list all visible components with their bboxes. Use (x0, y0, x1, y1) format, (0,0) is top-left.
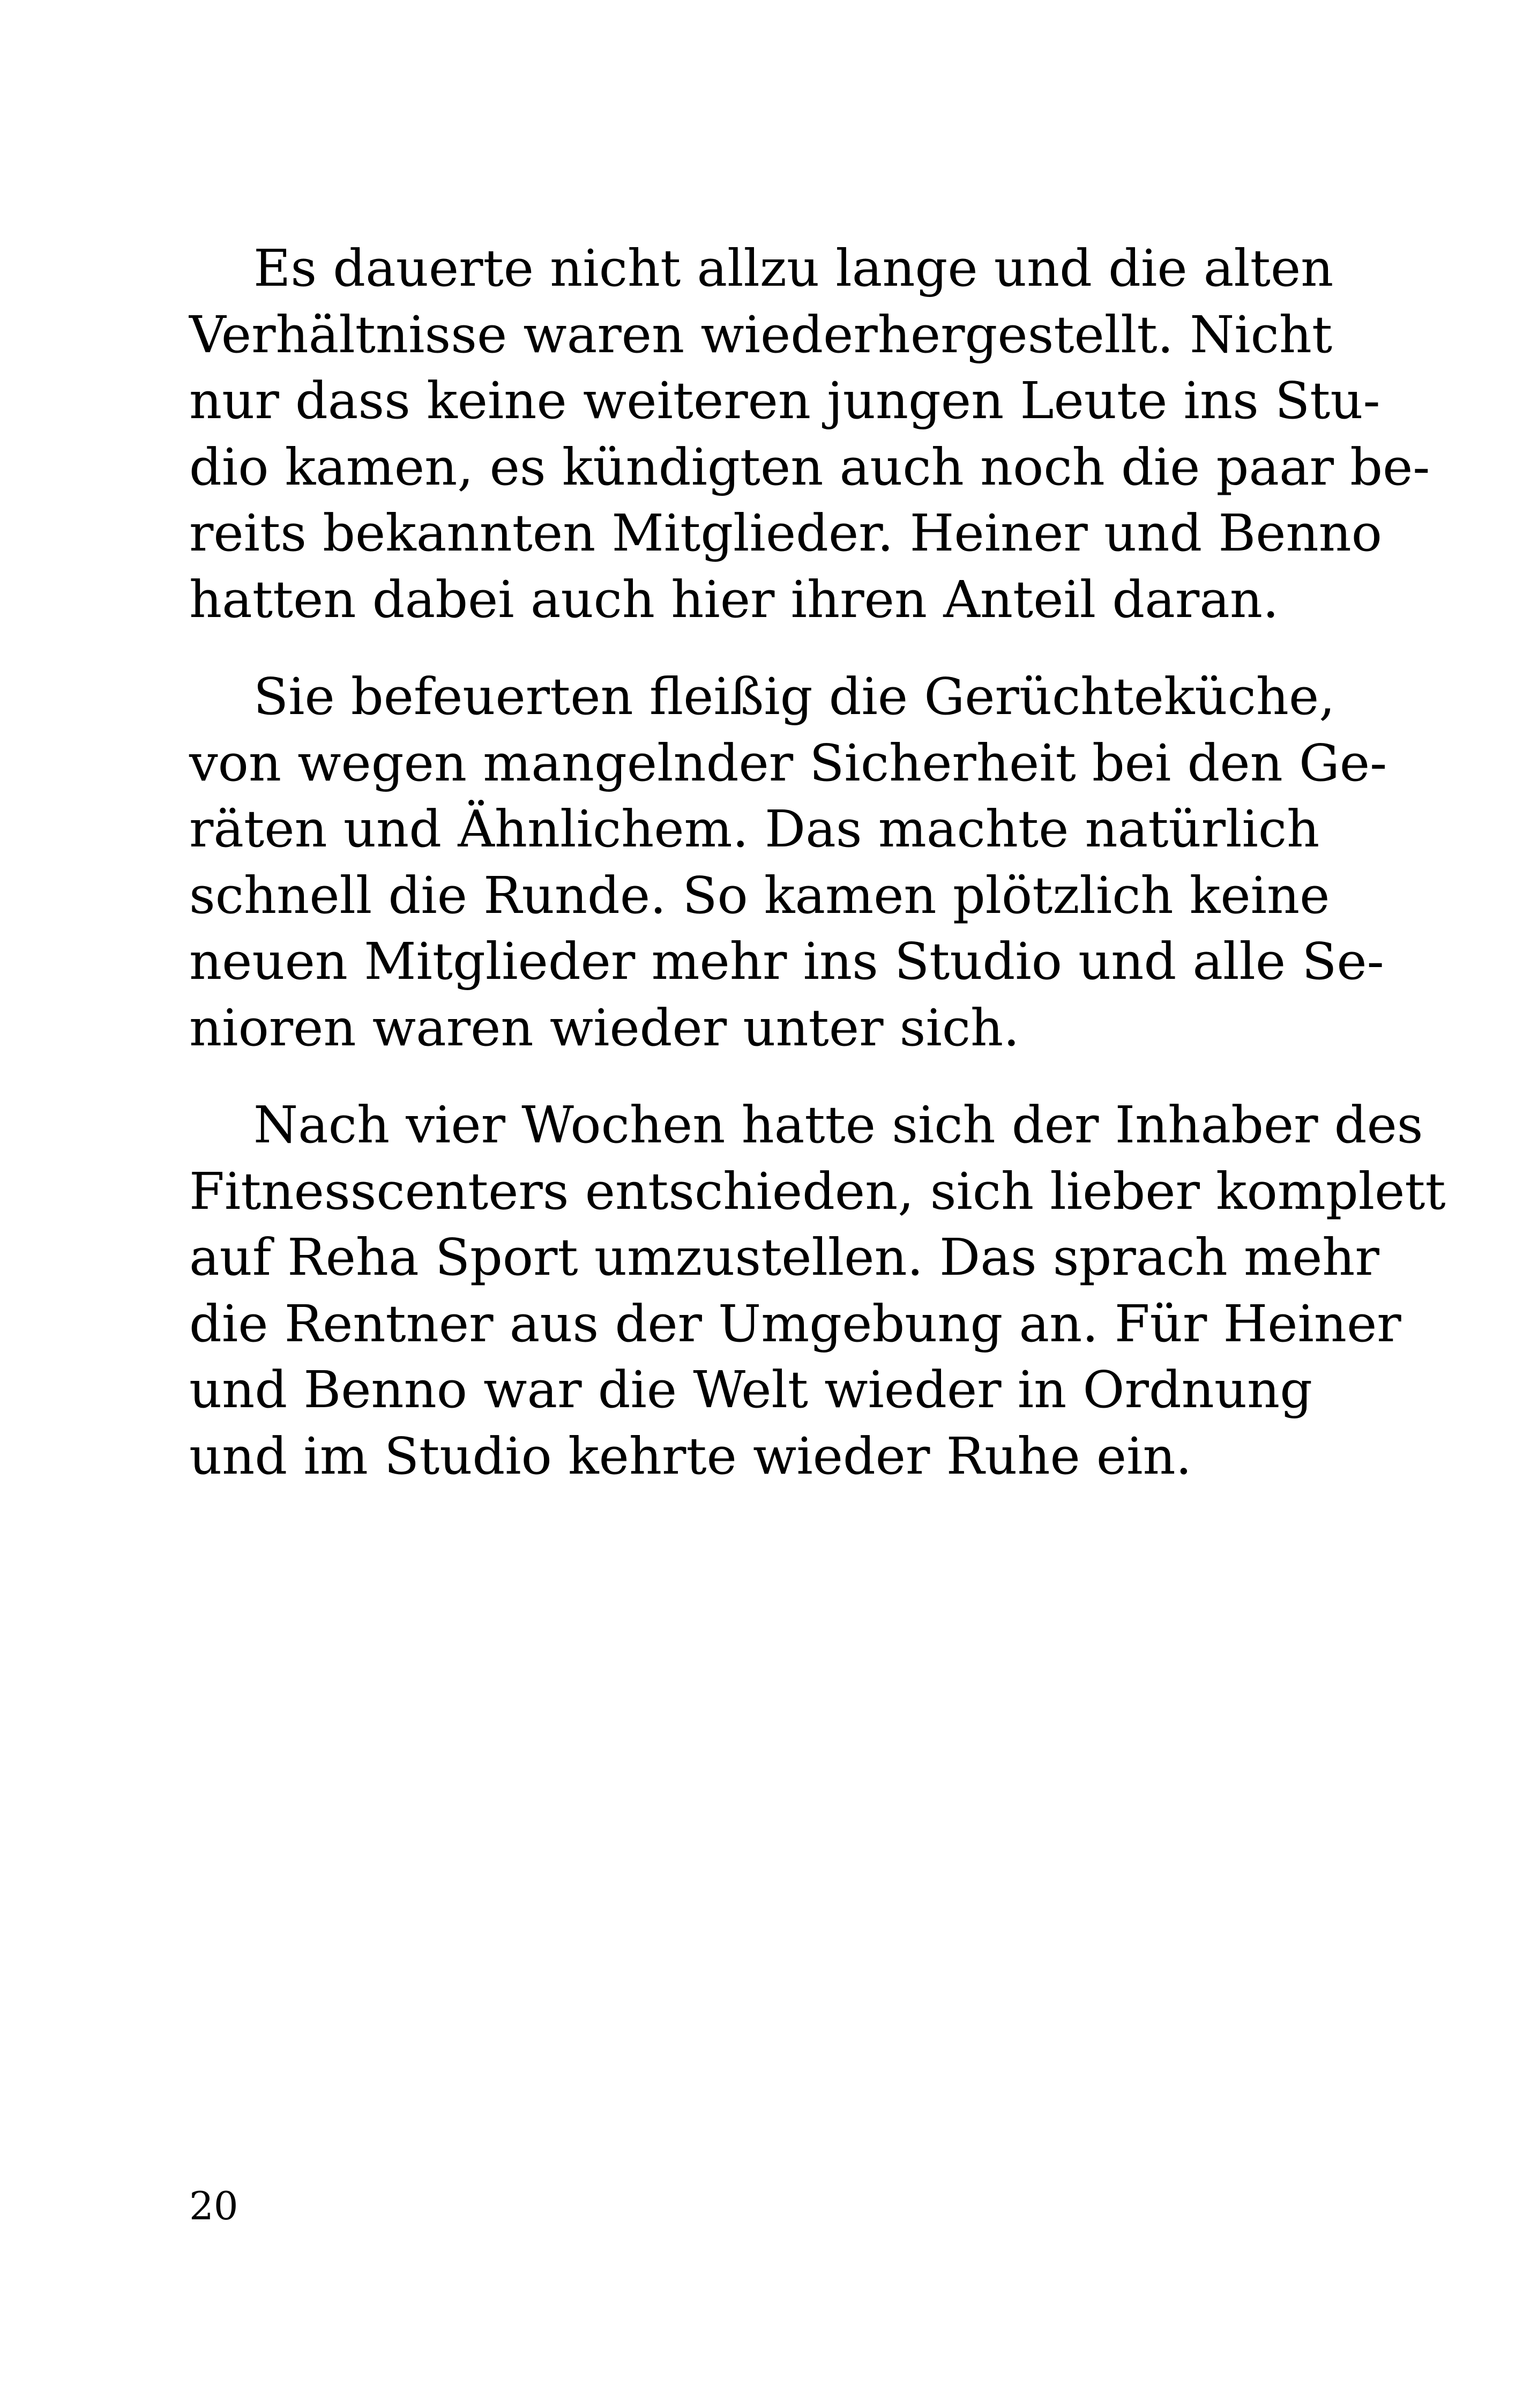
paragraph-2 (189, 664, 1387, 1061)
text-line: neuen Mitglieder mehr ins Studio und alle Se- (189, 932, 1384, 991)
text-line: die Rentner aus der Umgebung an. Für Heiner (189, 1294, 1401, 1354)
text-line: nioren waren wieder unter sich. (189, 998, 1020, 1058)
text-line: Sie befeuerten fleißig die Gerüchteküche, (253, 667, 1335, 726)
text-line: Es dauerte nicht allzu lange und die alten (253, 239, 1334, 298)
page-number: 20 (189, 2183, 238, 2228)
body-text (189, 236, 1446, 1521)
text-line: von wegen mangelnder Sicherheit bei den Ge- (189, 733, 1387, 793)
text-line: hatten dabei auch hier ihren Anteil daran. (189, 570, 1279, 629)
text-line: und im Studio kehrte wieder Ruhe ein. (189, 1426, 1192, 1486)
text-line: und Benno war die Welt wieder in Ordnung (189, 1361, 1313, 1419)
paragraph-3 (189, 1092, 1446, 1490)
text-line: schnell die Runde. So kamen plötzlich keine (189, 866, 1330, 925)
paragraph-1 (189, 236, 1430, 633)
text-line: Fitnesscenters entschieden, sich lieber komplett (189, 1162, 1446, 1221)
text-line: Nach vier Wochen hatte sich der Inhaber des (253, 1096, 1423, 1155)
text-line: auf Reha Sport umzustellen. Das sprach mehr (189, 1228, 1379, 1287)
text-line: dio kamen, es kündigten auch noch die paar be- (189, 437, 1430, 497)
text-line: Verhältnisse waren wiederhergestellt. Nicht (189, 305, 1333, 365)
text-line: räten und Ähnlichem. Das machte natürlich (189, 800, 1320, 859)
text-line: nur dass keine weiteren jungen Leute ins Stu- (189, 371, 1380, 430)
text-line: reits bekannten Mitglieder. Heiner und Benno (189, 504, 1383, 563)
